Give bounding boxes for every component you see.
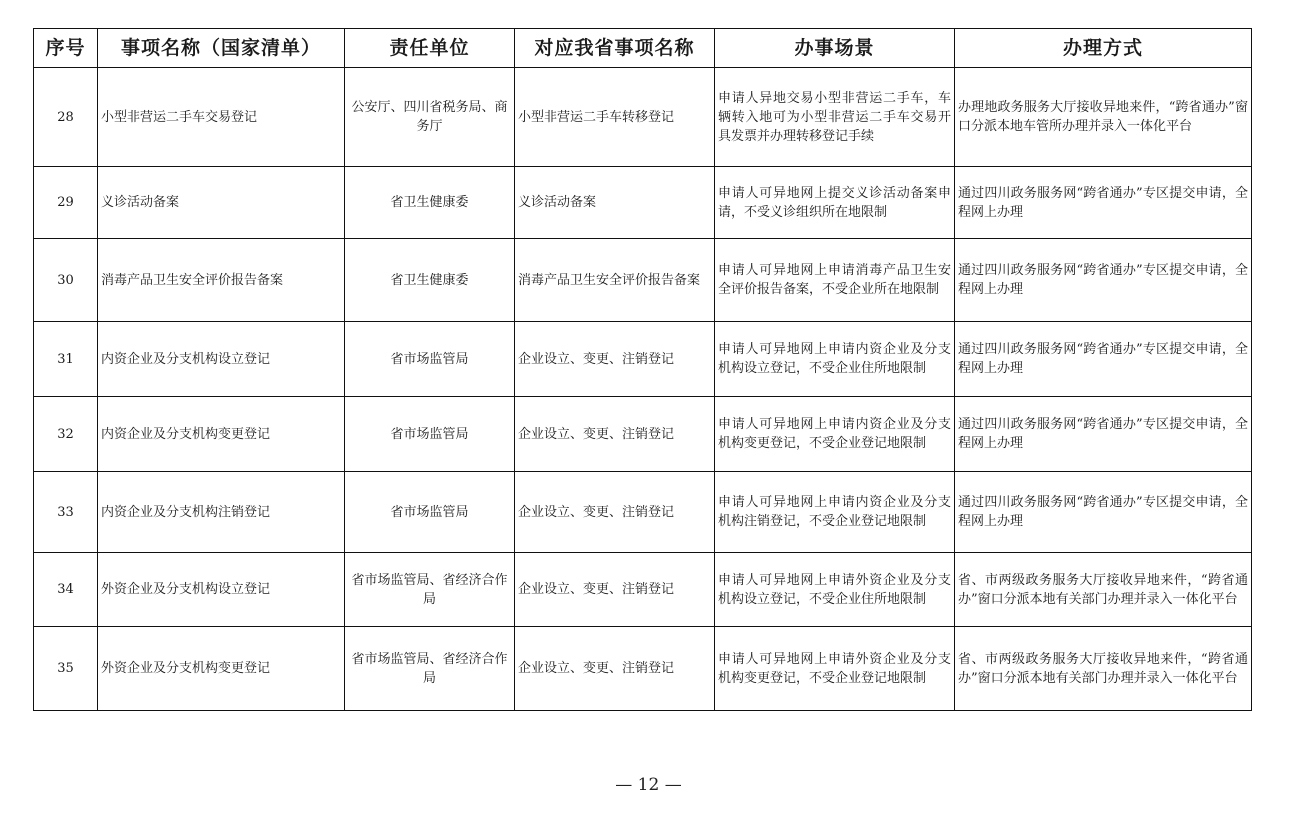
row-scene: 申请人可异地网上申请内资企业及分支机构变更登记，不受企业登记地限制 — [715, 397, 955, 472]
row-no: 30 — [34, 239, 98, 322]
table-row — [34, 239, 1252, 322]
row-name: 消毒产品卫生安全评价报告备案 — [98, 239, 345, 322]
row-method: 通过四川政务服务网“跨省通办”专区提交申请，全程网上办理 — [955, 322, 1252, 397]
row-method: 通过四川政务服务网“跨省通办”专区提交申请，全程网上办理 — [955, 239, 1252, 322]
row-no: 34 — [34, 553, 98, 627]
header-name: 事项名称（国家清单） — [98, 29, 345, 68]
row-unit: 省卫生健康委 — [345, 167, 515, 239]
row-province-name: 企业设立、变更、注销登记 — [515, 397, 715, 472]
header-method: 办理方式 — [955, 29, 1252, 68]
row-no: 29 — [34, 167, 98, 239]
row-unit: 省卫生健康委 — [345, 239, 515, 322]
header-no: 序号 — [34, 29, 98, 68]
row-method: 通过四川政务服务网“跨省通办”专区提交申请，全程网上办理 — [955, 167, 1252, 239]
row-method: 省、市两级政务服务大厅接收异地来件，“跨省通办”窗口分派本地有关部门办理并录入一体化平台 — [955, 553, 1252, 627]
header-province-name: 对应我省事项名称 — [515, 29, 715, 68]
table-row — [34, 472, 1252, 553]
row-province-name: 企业设立、变更、注销登记 — [515, 472, 715, 553]
row-unit: 公安厅、四川省税务局、商务厅 — [345, 68, 515, 167]
row-scene: 申请人可异地网上申请消毒产品卫生安全评价报告备案，不受企业所在地限制 — [715, 239, 955, 322]
header-scene: 办事场景 — [715, 29, 955, 68]
table-row — [34, 627, 1252, 711]
header-unit: 责任单位 — [345, 29, 515, 68]
row-province-name: 义诊活动备案 — [515, 167, 715, 239]
table-row — [34, 397, 1252, 472]
row-method: 省、市两级政务服务大厅接收异地来件，“跨省通办”窗口分派本地有关部门办理并录入一体化平台 — [955, 627, 1252, 711]
row-province-name: 企业设立、变更、注销登记 — [515, 627, 715, 711]
row-scene: 申请人可异地网上申请外资企业及分支机构变更登记，不受企业登记地限制 — [715, 627, 955, 711]
page-number: — 12 — — [615, 775, 682, 795]
row-name: 小型非营运二手车交易登记 — [98, 68, 345, 167]
row-name: 内资企业及分支机构设立登记 — [98, 322, 345, 397]
row-province-name: 企业设立、变更、注销登记 — [515, 322, 715, 397]
table-header-row — [34, 29, 1252, 68]
row-scene: 申请人异地交易小型非营运二手车，车辆转入地可为小型非营运二手车交易开具发票并办理转移登记手续 — [715, 68, 955, 167]
row-method: 通过四川政务服务网“跨省通办”专区提交申请，全程网上办理 — [955, 472, 1252, 553]
row-unit: 省市场监管局 — [345, 322, 515, 397]
row-name: 内资企业及分支机构变更登记 — [98, 397, 345, 472]
row-scene: 申请人可异地网上申请外资企业及分支机构设立登记，不受企业住所地限制 — [715, 553, 955, 627]
row-unit: 省市场监管局、省经济合作局 — [345, 553, 515, 627]
row-unit: 省市场监管局 — [345, 472, 515, 553]
row-province-name: 消毒产品卫生安全评价报告备案 — [515, 239, 715, 322]
row-no: 31 — [34, 322, 98, 397]
table-row — [34, 167, 1252, 239]
matters-table — [33, 28, 1252, 711]
row-scene: 申请人可异地网上提交义诊活动备案申请，不受义诊组织所在地限制 — [715, 167, 955, 239]
row-no: 33 — [34, 472, 98, 553]
row-no: 32 — [34, 397, 98, 472]
row-scene: 申请人可异地网上申请内资企业及分支机构注销登记，不受企业登记地限制 — [715, 472, 955, 553]
row-scene: 申请人可异地网上申请内资企业及分支机构设立登记，不受企业住所地限制 — [715, 322, 955, 397]
row-province-name: 小型非营运二手车转移登记 — [515, 68, 715, 167]
table-row — [34, 553, 1252, 627]
row-name: 外资企业及分支机构设立登记 — [98, 553, 345, 627]
row-name: 内资企业及分支机构注销登记 — [98, 472, 345, 553]
row-province-name: 企业设立、变更、注销登记 — [515, 553, 715, 627]
row-name: 义诊活动备案 — [98, 167, 345, 239]
table-row — [34, 68, 1252, 167]
row-method: 办理地政务服务大厅接收异地来件，“跨省通办”窗口分派本地车管所办理并录入一体化平台 — [955, 68, 1252, 167]
row-no: 28 — [34, 68, 98, 167]
table-row — [34, 322, 1252, 397]
row-unit: 省市场监管局 — [345, 397, 515, 472]
row-no: 35 — [34, 627, 98, 711]
row-method: 通过四川政务服务网“跨省通办”专区提交申请，全程网上办理 — [955, 397, 1252, 472]
row-name: 外资企业及分支机构变更登记 — [98, 627, 345, 711]
row-unit: 省市场监管局、省经济合作局 — [345, 627, 515, 711]
